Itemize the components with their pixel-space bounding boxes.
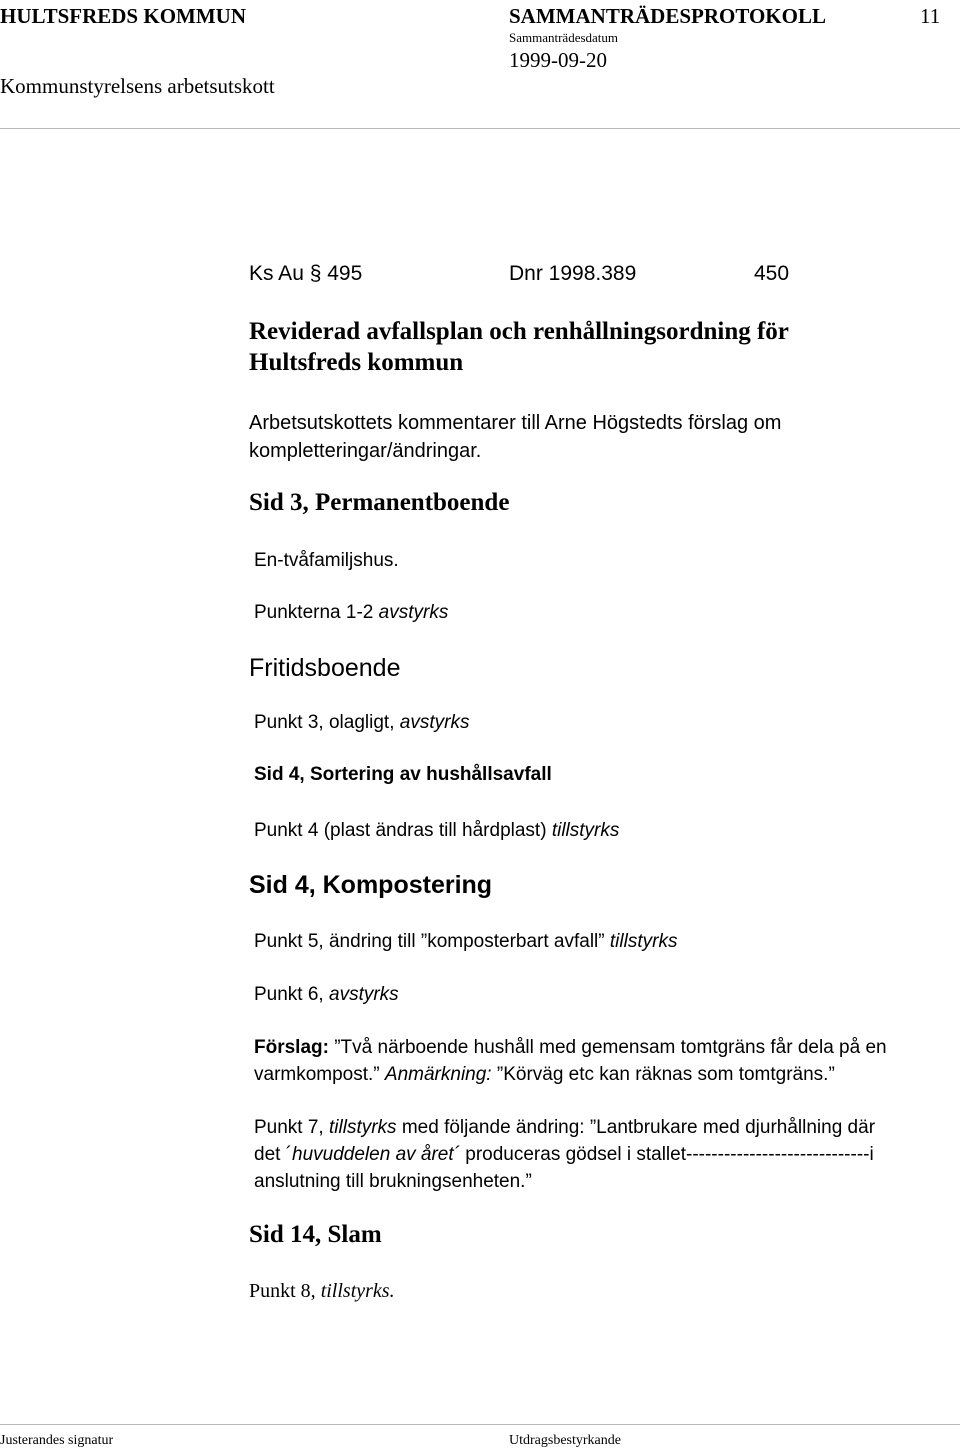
intro-line2: kompletteringar/ändringar. (249, 440, 482, 462)
item-point-6: Punkt 6, avstyrks (254, 984, 399, 1005)
decision-text: avstyrks (329, 984, 399, 1005)
item-point-7-line2: det ´huvuddelen av året´ produceras gödsel i stallet-----------------------------i (254, 1144, 874, 1165)
footer-divider (0, 1424, 960, 1425)
decision-text: avstyrks (399, 712, 470, 733)
org-name: HULTSFREDS KOMMUN (0, 4, 247, 28)
item-points-1-2: Punkterna 1-2 avstyrks (254, 602, 449, 623)
footer-signature-label: Justerandes signatur (0, 1433, 114, 1448)
section-heading-sortering: Sid 4, Sortering av hushållsavfall (254, 764, 552, 785)
decision-text: tillstyrks (609, 931, 678, 952)
header-divider (0, 128, 960, 129)
section-heading-kompostering: Sid 4, Kompostering (249, 871, 493, 899)
case-title-line1: Reviderad avfallsplan och renhållningsordning för (249, 318, 789, 345)
doc-type: SAMMANTRÄDESPROTOKOLL (509, 4, 826, 28)
section-heading-slam: Sid 14, Slam (249, 1221, 382, 1248)
housing-type: En-tvåfamiljshus. (254, 550, 399, 571)
decision-text: tillstyrks (551, 820, 620, 841)
case-ref: Ks Au § 495 (249, 262, 363, 285)
decision-text: tillstyrks. (320, 1280, 395, 1302)
date-label: Sammanträdesdatum (509, 30, 619, 45)
proposal-label: Förslag: (254, 1037, 329, 1058)
item-point-5: Punkt 5, ändring till ”komposterbart avfall” tillstyrks (254, 931, 678, 952)
proposal-line1: Förslag: ”Två närboende hushåll med gemensam tomtgräns får dela på en (254, 1037, 887, 1058)
item-point-7-line1: Punkt 7, tillstyrks med följande ändring: ”Lantbrukare med djurhållning där (254, 1117, 876, 1138)
meeting-date: 1999-09-20 (509, 48, 607, 72)
decision-text: avstyrks (378, 602, 449, 623)
case-number: 450 (754, 262, 790, 285)
item-point-4: Punkt 4 (plast ändras till hårdplast) tillstyrks (254, 820, 620, 841)
item-point-7-line3: anslutning till brukningsenheten.” (254, 1171, 532, 1192)
footer-certification-label: Utdragsbestyrkande (509, 1433, 621, 1448)
proposal-line2: varmkompost.” Anmärkning: ”Körväg etc kan räknas som tomtgräns.” (254, 1064, 835, 1085)
note-label: Anmärkning: (384, 1064, 492, 1085)
section-heading-fritidsboende: Fritidsboende (249, 654, 401, 682)
page-number: 11 (920, 4, 941, 28)
committee-name: Kommunstyrelsens arbetsutskott (0, 74, 275, 98)
case-title-line2: Hultsfreds kommun (249, 349, 464, 376)
case-dnr: Dnr 1998.389 (509, 262, 637, 285)
intro-line1: Arbetsutskottets kommentarer till Arne Högstedts förslag om (249, 412, 782, 434)
item-point-8: Punkt 8, tillstyrks. (249, 1280, 395, 1302)
section-heading-permanentboende: Sid 3, Permanentboende (249, 489, 510, 516)
item-point-3: Punkt 3, olagligt, avstyrks (254, 712, 470, 733)
decision-text: tillstyrks (329, 1117, 397, 1138)
